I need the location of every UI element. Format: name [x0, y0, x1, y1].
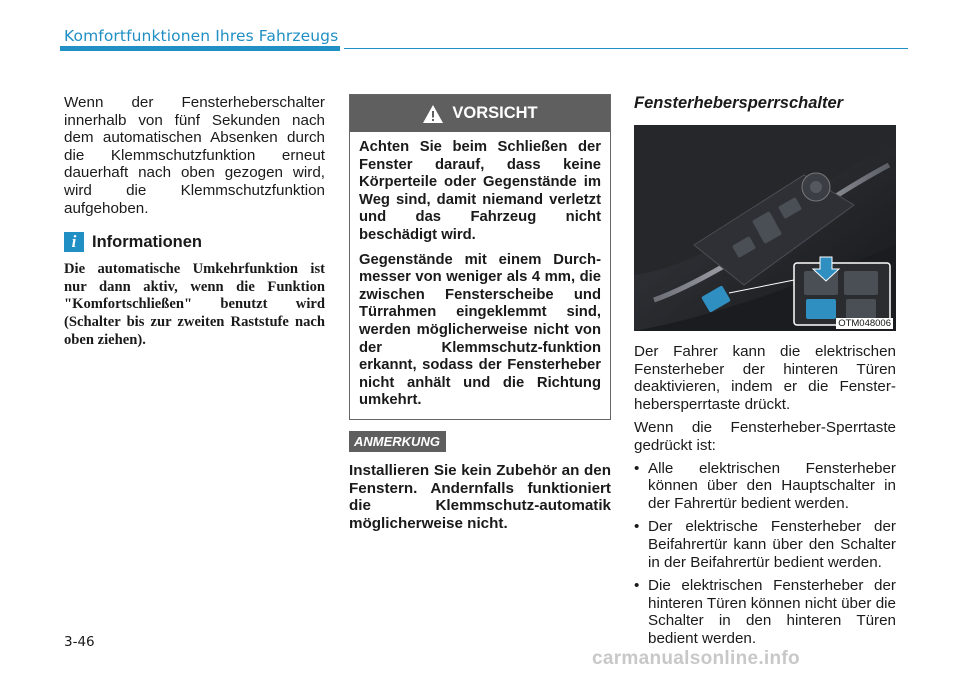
- caution-box: [349, 94, 611, 420]
- intro-paragraph: Wenn der Fensterheberschalter innerhalb von fünf Sekunden nach dem automatischen Absenken durch die Klemmschutzfunktion erneut dauerhaft nach oben gezogen wird, wird die Klemmschutzfunktion aufgehoben.: [64, 94, 325, 217]
- list-item: • Die elektrischen Fensterheber der hinteren Türen können nicht über die Schalter in den hinteren Türen bedient werden.: [634, 577, 896, 647]
- header-rule: [344, 48, 908, 49]
- info-icon: i: [64, 232, 84, 252]
- watermark: carmanualsonline.info: [592, 648, 800, 669]
- caution-body: [350, 132, 610, 419]
- window-switch-photo: [634, 125, 896, 331]
- photo-code: OTM048006: [838, 318, 891, 329]
- page-number: 3-46: [64, 634, 95, 650]
- column-right: [634, 94, 896, 654]
- column-middle: [349, 94, 611, 532]
- caution-label: VORSICHT: [452, 104, 538, 122]
- note-badge: ANMERKUNG: [349, 431, 446, 452]
- lock-bullet-list: [634, 460, 896, 648]
- list-item: • Alle elektrischen Fensterheber können über den Hauptschalter in der Fahrertür bedient werden.: [634, 460, 896, 513]
- info-text: Die automatische Umkehrfunktion ist nur dann aktiv, wenn die Funktion "Komfortschließen" benutzt wird (Schalter bis zur zweiten Raststufe nach oben ziehen).: [64, 261, 325, 348]
- note-text: Installieren Sie kein Zubehör an den Fenstern. Andernfalls funktioniert die Klemmschutz-automatik möglicherweise nicht.: [349, 461, 611, 532]
- section-title: Komfortfunktionen Ihres Fahrzeugs: [64, 27, 339, 45]
- lock-paragraph-1: Der Fahrer kann die elektrischen Fensterheber der hinteren Türen deaktivieren, indem er die Fenster-hebersperrtaste drückt.: [634, 343, 896, 413]
- caution-paragraph-2: Gegenstände mit einem Durch-messer von weniger als 4 mm, die zwischen Fensterscheibe und Türrahmen eingeklemmt sind, werden möglicherweise nicht von der Klemmschutz-funktion erkannt, sodass der Fensterheber nicht anhält und die Richtung umkehrt.: [359, 251, 601, 409]
- warning-triangle-icon: [422, 104, 444, 124]
- door-panel-illustration: [634, 125, 896, 331]
- lock-paragraph-2: Wenn die Fensterheber-Sperrtaste gedrückt ist:: [634, 419, 896, 454]
- list-item: • Der elektrische Fensterheber der Beifahrertür kann über den Schalter in der Beifahrertür bedient werden.: [634, 518, 896, 571]
- column-left: [64, 94, 325, 349]
- caution-paragraph-1: Achten Sie beim Schließen der Fenster darauf, dass keine Körperteile oder Gegenstände im Weg sind, damit niemand verletzt und das Fahrzeug nicht beschädigt wird.: [359, 139, 601, 243]
- header-accent-bar: [60, 46, 340, 51]
- info-heading: [64, 232, 325, 252]
- caution-header: [350, 95, 610, 132]
- info-label: Informationen: [92, 232, 202, 251]
- subsection-title: Fensterhebersperrschalter: [634, 94, 844, 112]
